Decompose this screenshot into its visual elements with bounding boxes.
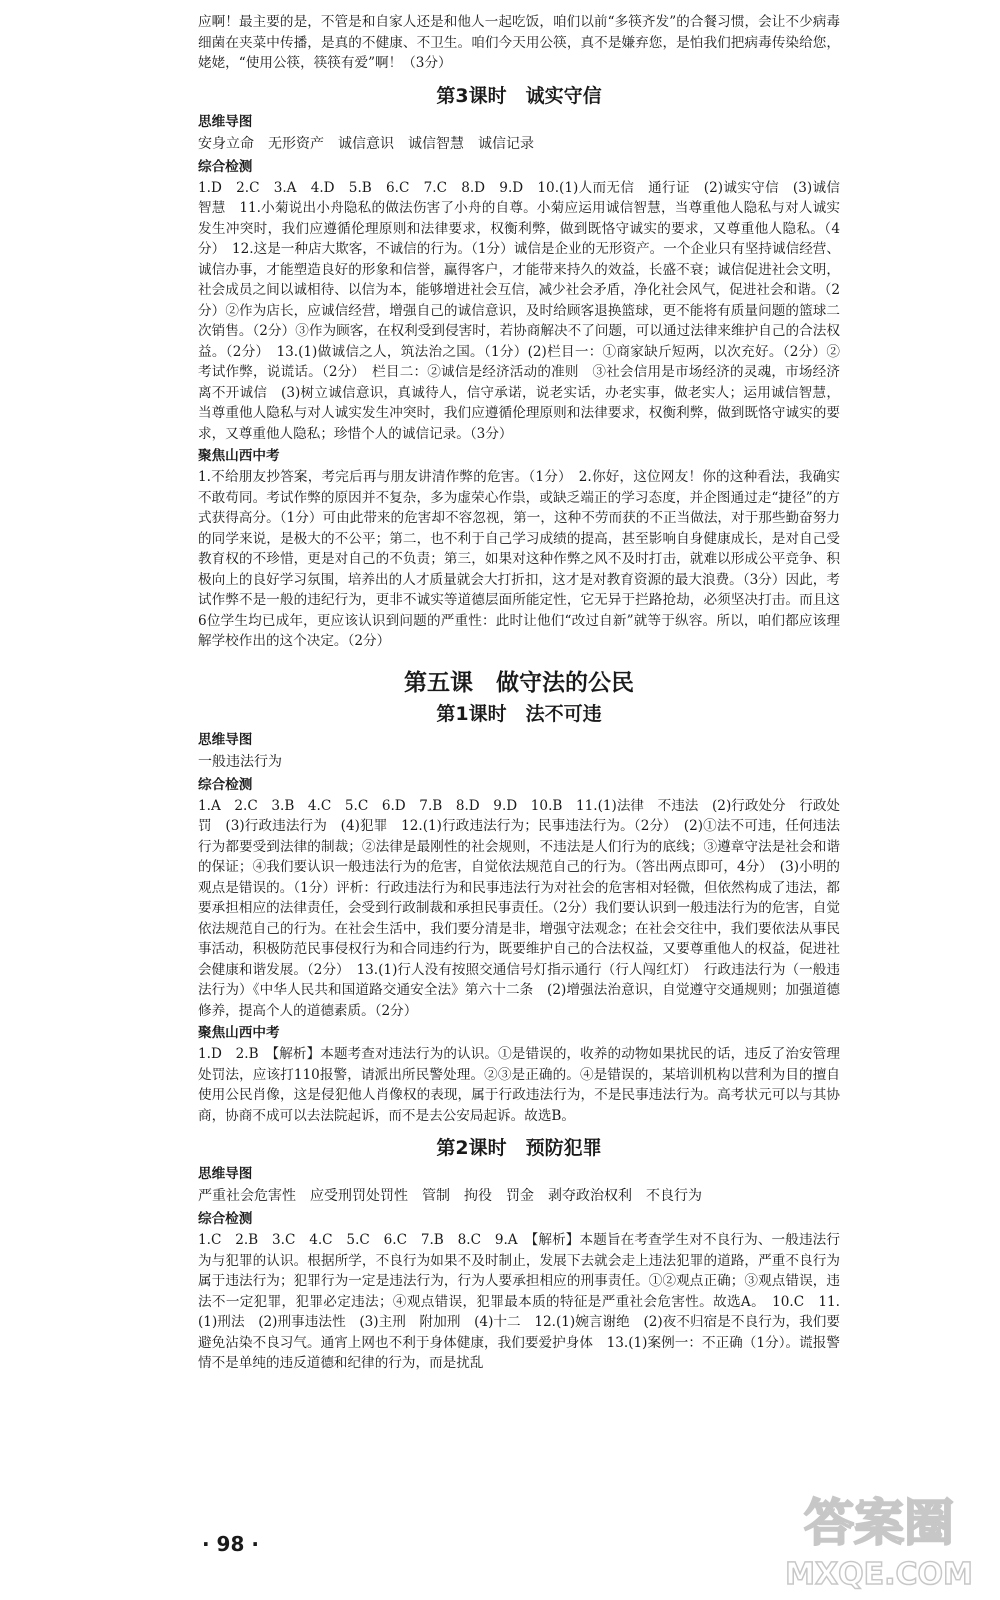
mindmap-items: 安身立命 无形资产 诚信意识 诚信智慧 诚信记录 [198,135,534,152]
check-label: 综合检测 [198,1211,253,1227]
exam-answers: 1.不给朋友抄答案，考完后再与朋友讲清作弊的危害。（1分） 2.你好，这位网友！你的这种看法，我确实不敢苟同。考试作弊的原因并不复杂，多为虚荣心作祟，或缺乏端正的学习态度，并企图通过走“捷径”的方式获得高分。（1分）可由此带来的危害却不容忽视，第一，这种不劳而获的不正当做法，对于那些勤奋努力的同学来说，是极大的不公平；第二，也不利于自己学习成绩的提高，甚至影响自身健康成长，是对自己受教育权的不珍惜，更是对自己的不负责；第三，如果对这种作弊之风不及时打击，就难以形成公平竞争、积极向上的良好学习氛围，培养出的人才质量就会大打折扣，这才是对教育资源的最大浪费。（3分）因此，考试作弊不是一般的违纪行为，更非不诚实等道德层面所能定性，它无异于拦路抢劫，必须坚决打击。而且这6位学生均已成年，更应该认识到问题的严重性：此时让他们“改过自新”就等于纵容。所以，咱们都应该理解学校作出的这个决定。（2分） [198,469,840,649]
mindmap-items: 严重社会危害性 应受刑罚处罚性 管制 拘役 罚金 剥夺政治权利 不良行为 [198,1188,702,1204]
lesson-title: 第五课 做守法的公民 [404,669,634,696]
answer-page [198,0,840,1600]
section-title-crime: 第2课时 预防犯罪 [436,1137,602,1159]
mindmap-label: 思维导图 [198,113,253,130]
mindmap-label: 思维导图 [198,731,253,748]
exam-answers: 1.D 2.B 【解析】本题考查对违法行为的认识。①是错误的，收养的动物如果扰民的话，违反了治安管理处罚法，应该打110报警，请派出所民警处理。②③是正确的。④是错误的，某培训机构以营利为目的擅自使用公民肖像，这是侵犯他人肖像权的表现，属于行政违法行为，不是民事违法行为。高考状元可以与其协商，协商不成可以去法院起诉，而不是去公安局起诉。故选B。 [198,1046,840,1124]
mindmap-items: 一般违法行为 [198,753,282,770]
check-answers: 1.C 2.B 3.C 4.C 5.C 6.C 7.B 8.C 9.A 【解析】本题旨在考查学生对不良行为、一般违法行为与犯罪的认识。根据所学，不良行为如果不及时制止，发展下去就会走上违法犯罪的道路，严重不良行为属于违法行为；犯罪行为一定是违法行为，行为人要承担相应的刑事责任。①②观点正确；③观点错误，违法不一定犯罪，犯罪必定违法；④观点错误，犯罪最本质的特征是严重社会危害性。故选A。 10.C 11.(1)刑法 (2)刑事违法性 (3)主刑 附加刑 (4)十二 12.(1)婉言谢绝 (2)夜不归宿是不良行为，我们要避免沾染不良习气。通宵上网也不利于身体健康，我们要爱护身体 13.(1)案例一：不正确（1分）。谎报警情不是单纯的违反道德和纪律的行为，而是扰乱 [198,1232,840,1371]
check-answers: 1.D 2.C 3.A 4.D 5.B 6.C 7.C 8.D 9.D 10.(1)人而无信 通行证 (2)诚实守信 (3)诚信智慧 11.小菊说出小舟隐私的做法伤害了小舟的自尊。小菊应运用诚信智慧，当尊重他人隐私与对人诚实发生冲突时，我们应遵循伦理原则和法律要求，权衡利弊，做到既恪守诚实的要求，又尊重他人隐私。（4分） 12.这是一种店大欺客，不诚信的行为。（1分）诚信是企业的无形资产。一个企业只有坚持诚信经营、诚信办事，才能塑造良好的形象和信誉，赢得客户，才能带来持久的效益，长盛不衰；诚信促进社会文明，社会成员之间以诚相待、以信为本，能够增进社会互信，减少社会矛盾，净化社会风气，促进社会和谐。（2分）②作为店长，应诚信经营，增强自己的诚信意识，及时给顾客退换篮球，更不能将有质量问题的篮球二次销售。（2分）③作为顾客，在权利受到侵害时，若协商解决不了问题，可以通过法律来维护自己的合法权益。（2分） 13.(1)做诚信之人，筑法治之国。（1分）(2)栏目一：①商家缺斤短两，以次充好。（2分）②考试作弊，说谎话。（2分） 栏目二：②诚信是经济活动的准则 ③社会信用是市场经济的灵魂，市场经济离不开诚信 (3)树立诚信意识，真诚待人，信守承诺，说老实话，办老实事，做老实人；运用诚信智慧，当尊重他人隐私与对人诚实发生冲突时，我们应遵循伦理原则和法律要求，权衡利弊，做到既恪守诚实的要求，又尊重他人隐私；珍惜个人的诚信记录。（3分） [198,179,840,442]
section-title-honesty: 第3课时 诚实守信 [436,84,602,107]
exam-label: 聚焦山西中考 [198,1025,280,1041]
mindmap-label: 思维导图 [198,1166,253,1182]
watermark-text: 答案圈 [804,1494,954,1552]
watermark-url: MXQE.COM [785,1557,973,1592]
check-label: 综合检测 [198,776,253,793]
section-title-law: 第1课时 法不可违 [436,702,602,725]
page-number: · 98 · [202,1532,259,1556]
check-label: 综合检测 [198,158,253,175]
check-answers: 1.A 2.C 3.B 4.C 5.C 6.D 7.B 8.D 9.D 10.B 11.(1)法律 不违法 (2)行政处分 行政处罚 (3)行政违法行为 (4)犯罪 12.(1)行政违法行为；民事违法行为。（2分） (2)①法不可违，任何违法行为都要受到法律的制裁；②法律是最刚性的社会规则，不违法是人们行为的底线；③遵章守法是社会和谐的保证；④我们要认识一般违法行为的危害，自觉依法规范自己的行为。（答出两点即可，4分） (3)小明的观点是错误的。（1分）评析：行政违法行为和民事违法行为对社会的危害相对轻微，但依然构成了违法，都要承担相应的法律责任，会受到行政制裁和承担民事责任。（2分）我们要认识到一般违法行为的危害，自觉依法规范自己的行为。在社会生活中，我们要分清是非，增强守法观念；在社会交往中，我们要依法从事民事活动，积极防范民事侵权行为和合同违约行为，既要维护自己的合法权益，又要尊重他人的权益，促进社会健康和谐发展。（2分） 13.(1)行人没有按照交通信号灯指示通行（行人闯红灯） 行政违法行为（一般违法行为）《中华人民共和国道路交通安全法》第六十二条 (2)增强法治意识，自觉遵守交通规则；加强道德修养，提高个人的道德素质。（2分） [198,797,841,1019]
watermark-logo [764,1482,994,1594]
exam-label: 聚焦山西中考 [198,448,280,464]
intro-paragraph: 应啊！最主要的是，不管是和自家人还是和他人一起吃饭，咱们以前“多筷齐发”的合餐习惯，会让不少病毒细菌在夹菜中传播，是真的不健康、不卫生。咱们今天用公筷，真不是嫌弃您，是怕我们把病毒传染给您，姥姥，“使用公筷，筷筷有爱”啊！（3分） [198,14,840,71]
